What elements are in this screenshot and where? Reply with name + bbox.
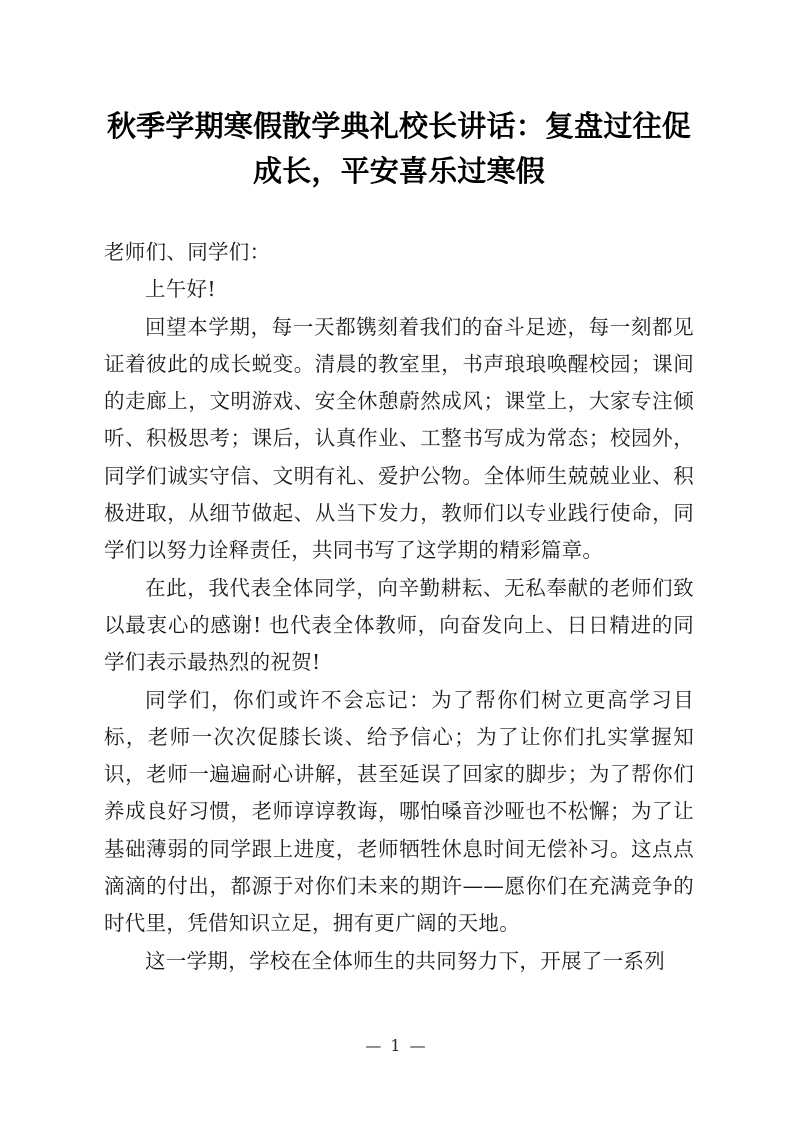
paragraph-semester-activities: 这一学期，学校在全体师生的共同努力下，开展了一系列 (145, 948, 665, 973)
document-content (104, 0, 694, 980)
page-number-footer: — 1 — (365, 1036, 428, 1055)
paragraph-greeting: 上午好! (145, 277, 216, 302)
page-title: 秋季学期寒假散学典礼校长讲话：复盘过往促成长，平安喜乐过寒假 (106, 109, 691, 188)
document-body (104, 234, 694, 980)
paragraph-teacher-dedication: 同学们，你们或许不会忘记：为了帮你们树立更高学习目标，老师一次次促膝长谈、给予信心；为了让你们扎实掌握知识，老师一遍遍耐心讲解，甚至延误了回家的脚步；为了帮你们养成良好习惯，老师谆谆教诲，哪怕嗓音沙哑也不松懈；为了让基础薄弱的同学跟上进度，老师牺牲休息时间无偿补习。这点点滴滴的付出，都源于对你们未来的期许——愿你们在充满竞争的时代里，凭借知识立足，拥有更广阔的天地。 (104, 687, 694, 936)
paragraph-review-semester: 回望本学期，每一天都镌刻着我们的奋斗足迹，每一刻都见证着彼此的成长蜕变。清晨的教室里，书声琅琅唤醒校园；课间的走廊上，文明游戏、安全休憩蔚然成风；课堂上，大家专注倾听、积极思考；课后，认真作业、工整书写成为常态；校园外，同学们诚实守信、文明有礼、爱护公物。全体师生兢兢业业、积极进取，从细节做起、从当下发力，教师们以专业践行使命，同学们以努力诠释责任，共同书写了这学期的精彩篇章。 (104, 314, 694, 563)
paragraph-thanks: 在此，我代表全体同学，向辛勤耕耘、无私奉献的老师们致以最衷心的感谢! 也代表全体教师，向奋发向上、日日精进的同学们表示最热烈的祝贺! (104, 575, 694, 675)
paragraph-salutation: 老师们、同学们： (104, 240, 271, 264)
